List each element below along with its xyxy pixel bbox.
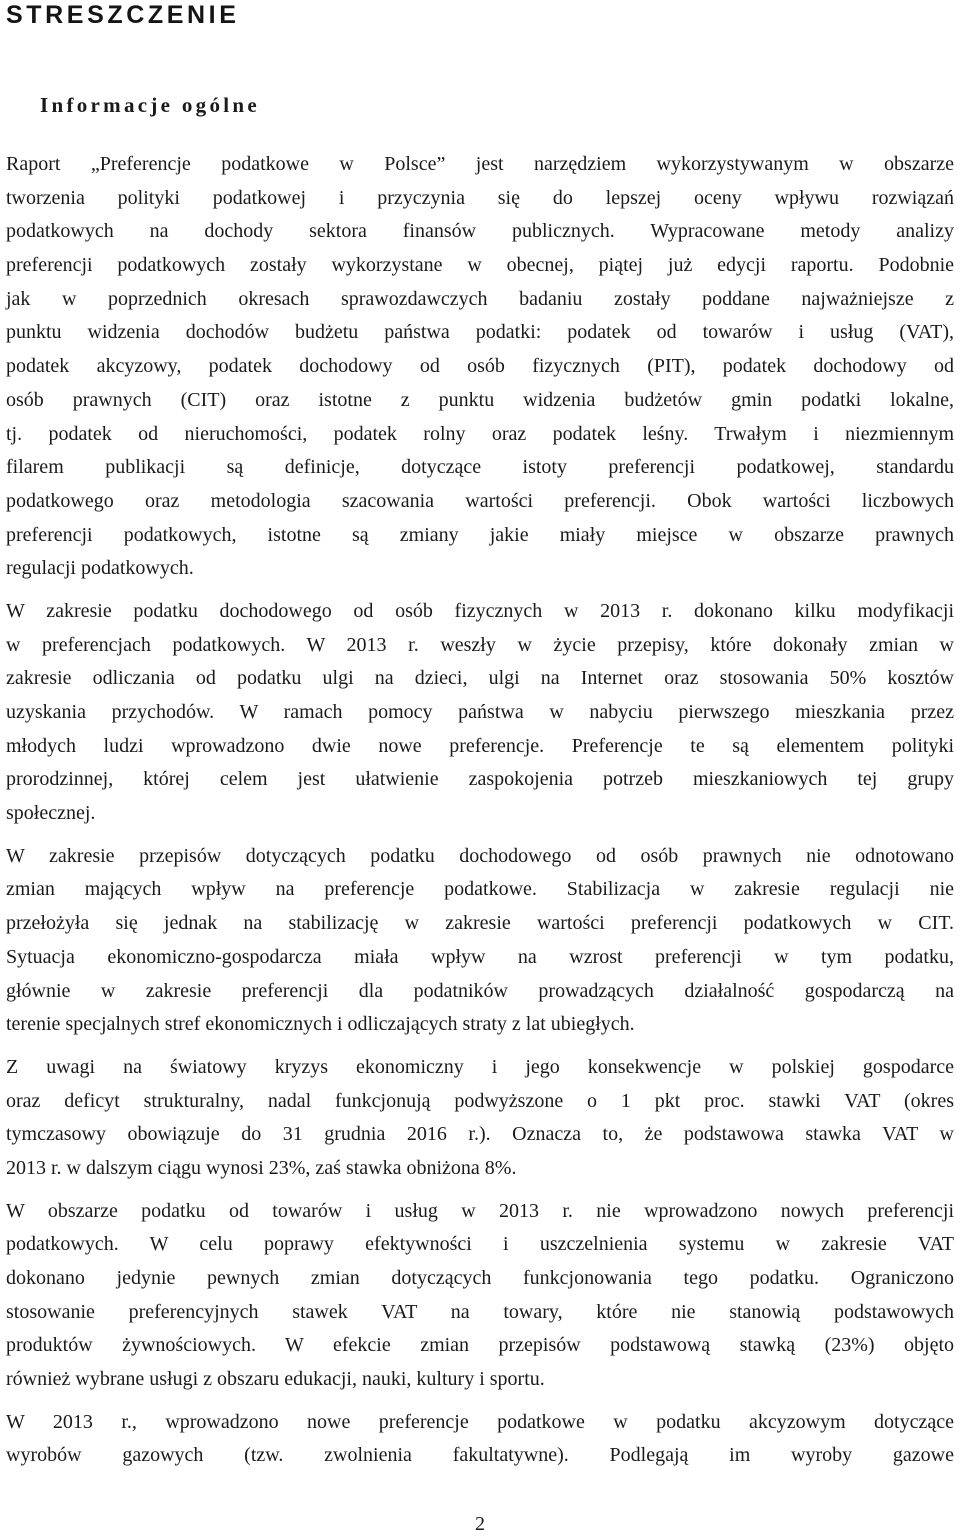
paragraph [6, 148, 954, 586]
text-line: uzyskania przychodów. W ramach pomocy państwa w nabyciu pierwszego mieszkania przez [6, 701, 954, 723]
text-line: oraz deficyt strukturalny, nadal funkcjonują podwyższone o 1 pkt proc. stawki VAT (okres [6, 1089, 954, 1112]
text-line: 2013 r. w dalszym ciągu wynosi 23%, zaś stawka obniżona 8%. [6, 1156, 517, 1179]
text-line: regulacji podatkowych. [6, 557, 194, 580]
text-line: zakresie odliczania od podatku ulgi na dzieci, ulgi na Internet oraz stosowania 50% kosztów [6, 667, 954, 690]
text-line: podatkowych. W celu poprawy efektywności i uszczelnienia systemu w zakresie VAT [6, 1233, 954, 1256]
text-line: terenie specjalnych stref ekonomicznych i odliczających straty z lat ubiegłych. [6, 1013, 635, 1036]
text-line: dokonano jedynie pewnych zmian dotyczących funkcjonowania tego podatku. Ograniczono [6, 1267, 954, 1289]
text-line: stosowanie preferencyjnych stawek VAT na towary, które nie stanowią podstawowych [6, 1300, 954, 1323]
text-line: osób prawnych (CIT) oraz istotne z punktu widzenia budżetów gmin podatki lokalne, [6, 388, 954, 411]
text-line: społecznej. [6, 802, 96, 825]
text-line: Raport „Preferencje podatkowe w Polsce” jest narzędziem wykorzystywanym w obszarze [6, 153, 954, 175]
text-line: W obszarze podatku od towarów i usług w 2013 r. nie wprowadzono nowych preferencji [6, 1199, 954, 1222]
paragraph [6, 1051, 954, 1186]
text-line: podatkowych na dochody sektora finansów publicznych. Wypracowane metody analizy [6, 220, 954, 243]
text-line: preferencji podatkowych, istotne są zmiany jakie miały miejsce w obszarze prawnych [6, 523, 954, 546]
text-line: Z uwagi na światowy kryzys ekonomiczny i jego konsekwencje w polskiej gospodarce [6, 1055, 954, 1078]
text-line: W 2013 r., wprowadzono nowe preferencje podatkowe w podatku akcyzowym dotyczące [6, 1410, 954, 1433]
text-line: punktu widzenia dochodów budżetu państwa podatki: podatek od towarów i usług (VAT), [6, 321, 954, 344]
text-line: produktów żywnościowych. W efekcie zmian przepisów podstawową stawką (23%) objęto [6, 1334, 954, 1357]
text-line: zmian mających wpływ na preferencje podatkowe. Stabilizacja w zakresie regulacji nie [6, 878, 954, 901]
text-line: preferencji podatkowych zostały wykorzystane w obecnej, piątej już edycji raportu. Podobnie [6, 254, 954, 277]
page-number: 2 [475, 1513, 485, 1535]
text-line: młodych ludzi wprowadzono dwie nowe preferencje. Preferencje te są elementem polityki [6, 734, 954, 757]
paragraph [6, 840, 954, 1042]
text-line: W zakresie podatku dochodowego od osób fizycznych w 2013 r. dokonano kilku modyfikacji [6, 599, 954, 622]
text-line: podatkowego oraz metodologia szacowania wartości preferencji. Obok wartości liczbowych [6, 489, 954, 512]
text-line: również wybrane usługi z obszaru edukacji, nauki, kultury i sportu. [6, 1368, 545, 1391]
text-line: prorodzinnej, której celem jest ułatwienie zaspokojenia potrzeb mieszkaniowych tej grupy [6, 768, 954, 791]
text-line: jak w poprzednich okresach sprawozdawczych badaniu zostały poddane najważniejsze z [6, 287, 954, 310]
text-line: filarem publikacji są definicje, dotyczące istoty preferencji podatkowej, standardu [6, 456, 954, 479]
text-line: tymczasowy obowiązuje do 31 grudnia 2016 r.). Oznacza to, że podstawowa stawka VAT w [6, 1123, 954, 1146]
section-heading: Informacje ogólne [40, 93, 260, 117]
body-text [6, 148, 954, 1482]
paragraph [6, 1406, 954, 1473]
text-line: Sytuacja ekonomiczno-gospodarcza miała wpływ na wzrost preferencji w tym podatku, [6, 945, 954, 968]
text-line: tj. podatek od nieruchomości, podatek rolny oraz podatek leśny. Trwałym i niezmiennym [6, 422, 954, 445]
page-title: STRESZCZENIE [6, 1, 240, 29]
text-line: w preferencjach podatkowych. W 2013 r. weszły w życie przepisy, które dokonały zmian w [6, 633, 954, 656]
text-line: podatek akcyzowy, podatek dochodowy od osób fizycznych (PIT), podatek dochodowy od [6, 355, 954, 378]
text-line: tworzenia polityki podatkowej i przyczynia się do lepszej oceny wpływu rozwiązań [6, 186, 954, 209]
paragraph [6, 1195, 954, 1397]
text-line: W zakresie przepisów dotyczących podatku dochodowego od osób prawnych nie odnotowano [6, 844, 954, 867]
text-line: głównie w zakresie preferencji dla podatników prowadzących działalność gospodarczą na [6, 979, 954, 1002]
paragraph [6, 595, 954, 831]
text-line: przełożyła się jednak na stabilizację w zakresie wartości preferencji podatkowych w CIT. [6, 912, 954, 935]
text-line: wyrobów gazowych (tzw. zwolnienia fakultatywne). Podlegają im wyroby gazowe [6, 1444, 954, 1467]
